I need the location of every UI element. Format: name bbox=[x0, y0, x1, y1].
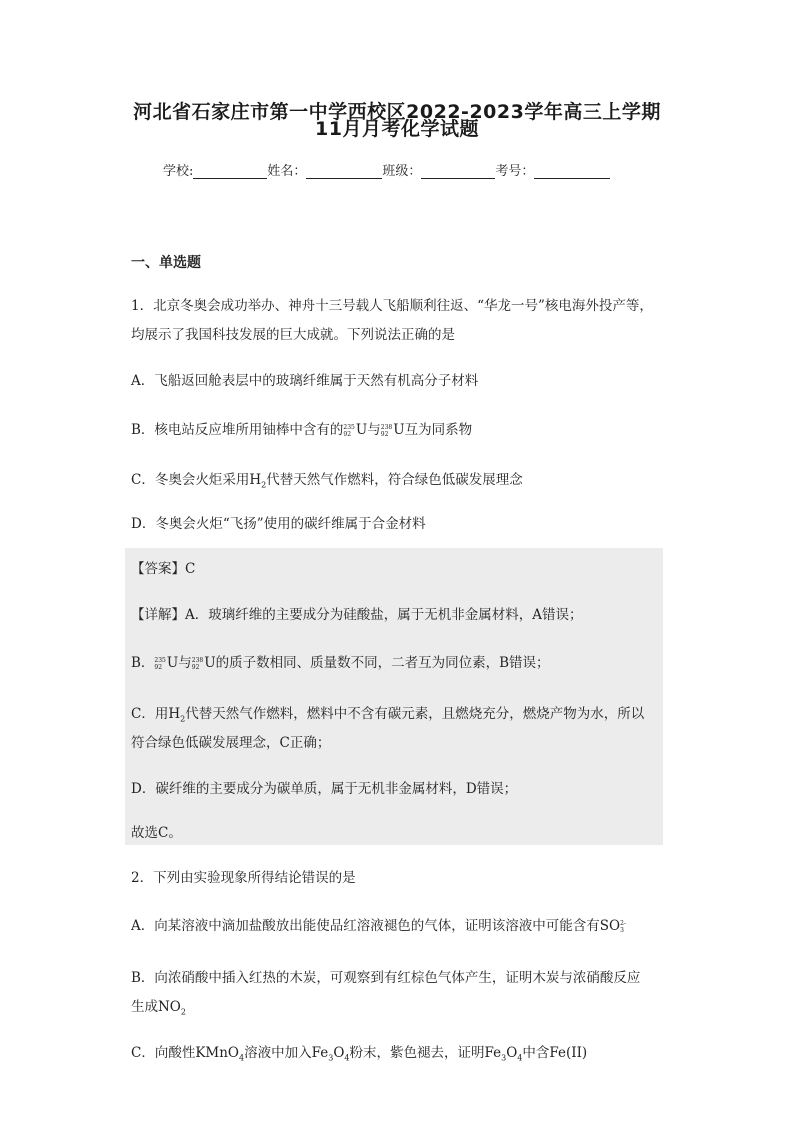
ion-charge-notation: 2- 3 bbox=[620, 919, 626, 934]
exam-no-label: 考号： bbox=[495, 164, 535, 179]
q2-option-b-line1: B．向浓硝酸中插入红热的木炭，可观察到有红棕色气体产生，证明木炭与浓硝酸反应 bbox=[131, 970, 641, 986]
q1-stem-line2: 均展示了我国科技发展的巨大成就。下列说法正确的是 bbox=[131, 327, 455, 343]
q1-detail-c-line2: 符合绿色低碳发展理念，C正确； bbox=[131, 735, 331, 751]
q2-option-a: A．向某溶液中滴加盐酸放出能使品红溶液褪色的气体，证明该溶液中可能含有SO 2- 3 bbox=[131, 918, 626, 934]
q1-answer: 【答案】C bbox=[131, 561, 196, 577]
q1-option-a: A．飞船返回舱表层中的玻璃纤维属于天然有机高分子材料 bbox=[131, 373, 479, 389]
q1-option-c: C．冬奥会火炬采用$H_2$代替天然气作燃料，符合绿色低碳发展理念 bbox=[131, 472, 523, 490]
section-heading: 一、单选题 bbox=[131, 255, 201, 271]
q1-detail-a: 【详解】A．玻璃纤维的主要成分为硅酸盐，属于无机非金属材料，A错误； bbox=[131, 607, 583, 623]
q1-detail-d: D．碳纤维的主要成分为碳单质，属于无机非金属材料，D错误； bbox=[131, 781, 518, 797]
student-info-line bbox=[163, 160, 610, 179]
answer-explanation-box bbox=[125, 548, 663, 845]
name-blank[interactable] bbox=[306, 164, 382, 179]
q1-detail-c: C．用$H_2$代替天然气作燃料，燃料中不含有碳元素，且燃烧充分，燃烧产物为水，所以 bbox=[131, 706, 645, 724]
q1-conclusion: 故选C。 bbox=[131, 825, 182, 841]
q1-detail-b: B． 235 92 U与 238 92 U的质子数相同、质量数不同，二者互为同位素，B错误； bbox=[131, 655, 550, 671]
q1-stem-line1: 1．北京冬奥会成功举办、神舟十三号载人飞船顺利往返、“华龙一号”核电海外投产等， bbox=[131, 298, 653, 314]
isotope-notation: 235 92 bbox=[343, 423, 355, 438]
name-label: 姓名： bbox=[267, 164, 307, 179]
document-title-line2: 11月月考化学试题 bbox=[315, 118, 479, 140]
class-blank[interactable] bbox=[421, 164, 495, 179]
isotope-notation: 238 92 bbox=[380, 423, 393, 438]
q2-option-c: C．向酸性KMnO$_4$溶液中加入$Fe_3O_4$粉末，紫色褪去，证明$Fe_3O_4$中含Fe(II) bbox=[131, 1045, 588, 1063]
q1-option-b: B．核电站反应堆所用铀棒中含有的 235 92 U与 238 92 U互为同系物 bbox=[131, 422, 473, 438]
isotope-notation: 238 92 bbox=[191, 656, 204, 671]
q1-option-d: D．冬奥会火炬“飞扬”使用的碳纤维属于合金材料 bbox=[131, 516, 426, 532]
document-title-line1: 河北省石家庄市第一中学西校区2022-2023学年高三上学期 bbox=[133, 101, 661, 123]
exam-no-blank[interactable] bbox=[534, 164, 610, 179]
class-label: 班级： bbox=[382, 164, 422, 179]
school-label: 学校: bbox=[163, 164, 194, 179]
q2-stem: 2．下列由实验现象所得结论错误的是 bbox=[131, 870, 356, 886]
q2-option-b-line2: 生成$NO_2$ bbox=[131, 999, 186, 1017]
school-blank[interactable] bbox=[193, 164, 267, 179]
isotope-notation: 235 92 bbox=[154, 656, 166, 671]
